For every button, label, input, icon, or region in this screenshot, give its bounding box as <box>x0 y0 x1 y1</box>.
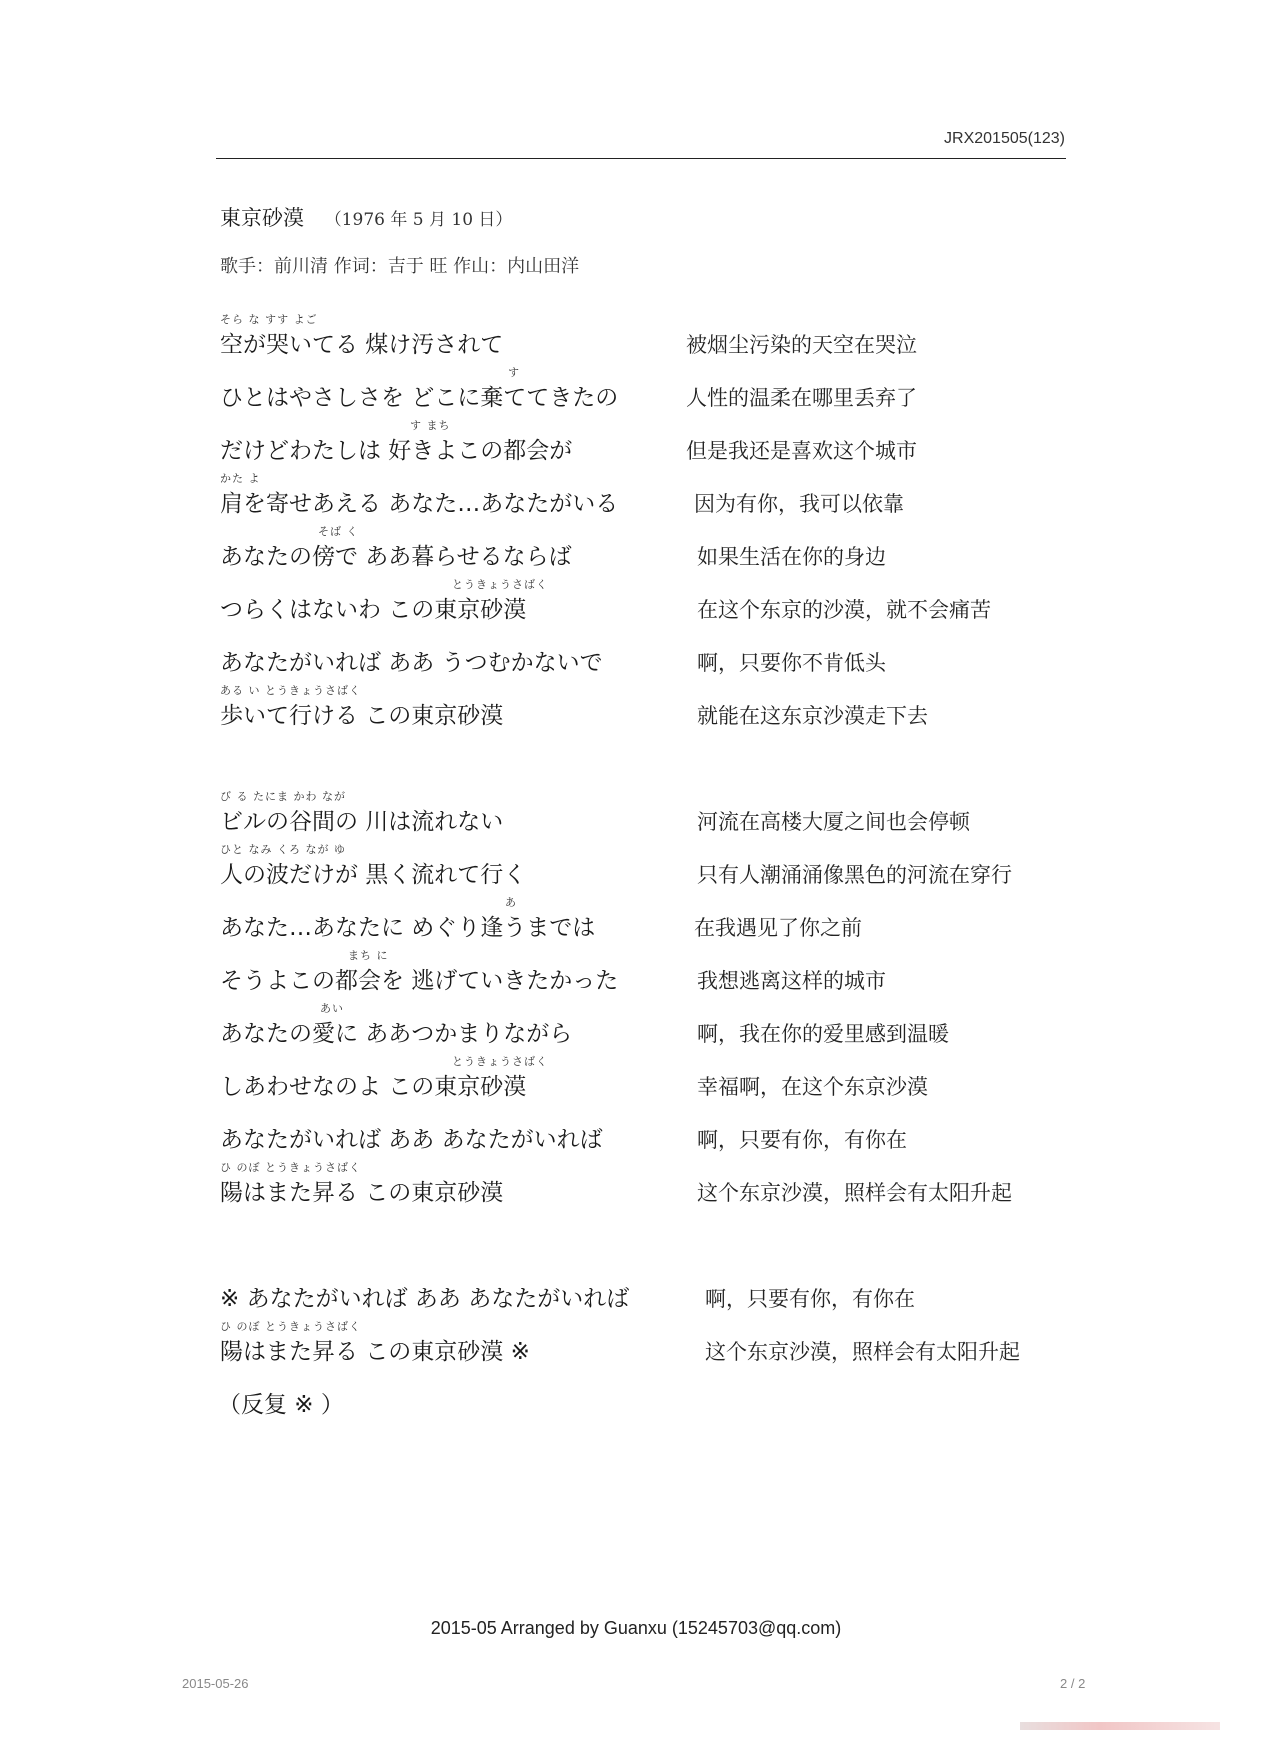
lyric-row <box>0 629 1272 681</box>
lyric-chinese: 在这个东京的沙漠，就不会痛苦 <box>697 598 991 622</box>
furigana: ひ のぼ とうきょうさばく <box>220 1161 361 1174</box>
lyric-japanese: ビルの谷間の 川は流れない <box>220 809 504 835</box>
lyric-row <box>0 894 1272 946</box>
lyric-chinese: 被烟尘污染的天空在哭泣 <box>686 333 917 357</box>
lyric-row <box>0 1265 1272 1317</box>
lyric-chinese: 啊，只要有你，有你在 <box>697 1128 907 1152</box>
furigana: とうきょうさばく <box>452 578 548 591</box>
lyric-japanese: 空が哭いてる 煤け汚されて <box>220 332 504 358</box>
lyric-chinese: 我想逃离这样的城市 <box>697 969 886 993</box>
document-code: JRX201505(123) <box>944 130 1065 147</box>
lyric-row <box>0 841 1272 893</box>
song-title: 東京砂漠 <box>220 206 304 230</box>
lyric-japanese: 陽はまた昇る この東京砂漠 <box>220 1180 504 1206</box>
lyric-japanese: あなたの愛に ああつかまりながら <box>220 1021 573 1047</box>
furigana: そら な すす よご <box>220 313 318 326</box>
furigana: ある い とうきょうさばく <box>220 684 361 697</box>
watermark-strip <box>1020 1722 1220 1730</box>
lyric-chinese: 在我遇见了你之前 <box>694 916 862 940</box>
furigana: かた よ <box>220 472 261 485</box>
lyric-row <box>0 788 1272 840</box>
furigana: あ <box>505 896 517 909</box>
lyric-chinese: 这个东京沙漠，照样会有太阳升起 <box>705 1340 1020 1364</box>
lyric-chinese: 如果生活在你的身边 <box>697 545 886 569</box>
lyric-chinese: 因为有你，我可以依靠 <box>694 492 904 516</box>
song-title-line <box>220 202 512 232</box>
lyric-row <box>0 1000 1272 1052</box>
lyric-chinese: 只有人潮涌涌像黑色的河流在穿行 <box>697 863 1012 887</box>
footer-date: 2015-05-26 <box>182 1676 249 1691</box>
lyric-chinese: 但是我还是喜欢这个城市 <box>686 439 917 463</box>
footer-page-number: 2 / 2 <box>1060 1676 1086 1691</box>
lyric-row <box>0 1318 1272 1370</box>
lyric-japanese: そうよこの都会を 逃げていきたかった <box>220 968 619 994</box>
furigana: ひ のぼ とうきょうさばく <box>220 1320 361 1333</box>
lyric-japanese: 歩いて行ける この東京砂漠 <box>220 703 504 729</box>
furigana: ひと なみ くろ なが ゆ <box>220 843 346 856</box>
furigana: び る たにま かわ なが <box>220 790 346 803</box>
lyric-row <box>0 311 1272 363</box>
lyric-row <box>0 417 1272 469</box>
footer-credit: 2015-05 Arranged by Guanxu (15245703@qq.com) <box>430 1618 842 1638</box>
lyric-chinese: 啊，我在你的爱里感到温暖 <box>697 1022 949 1046</box>
lyric-japanese: あなたの傍で ああ暮らせるならば <box>220 544 572 570</box>
lyric-chinese: 河流在高楼大厦之间也会停顿 <box>697 810 970 834</box>
lyric-japanese: あなたがいれば ああ うつむかないで <box>220 650 603 676</box>
lyric-japanese: しあわせなのよ この東京砂漠 <box>220 1074 527 1100</box>
lyric-row <box>0 470 1272 522</box>
lyric-chinese: 幸福啊，在这个东京沙漠 <box>697 1075 928 1099</box>
lyric-japanese: だけどわたしは 好きよこの都会が <box>220 438 573 464</box>
header-divider <box>216 158 1066 159</box>
lyric-chinese: 啊，只要你不肯低头 <box>697 651 886 675</box>
lyric-japanese: つらくはないわ この東京砂漠 <box>220 597 527 623</box>
lyric-row <box>0 1106 1272 1158</box>
furigana: そば く <box>318 525 359 538</box>
lyric-japanese: あなた…あなたに めぐり逢うまでは <box>220 915 596 941</box>
song-date: （1976 年 5 月 10 日） <box>324 210 513 230</box>
lyric-row <box>0 1159 1272 1211</box>
furigana: まち に <box>348 949 389 962</box>
lyric-row <box>0 364 1272 416</box>
lyric-chinese: 这个东京沙漠，照样会有太阳升起 <box>697 1181 1012 1205</box>
lyric-row <box>0 1053 1272 1105</box>
lyric-chinese: 啊，只要有你，有你在 <box>705 1287 915 1311</box>
lyric-chinese: 就能在这东京沙漠走下去 <box>697 704 928 728</box>
lyric-japanese: ※ あなたがいれば ああ あなたがいれば <box>220 1286 630 1312</box>
lyric-row <box>0 523 1272 575</box>
furigana: あい <box>320 1002 344 1015</box>
lyric-chinese: 人性的温柔在哪里丢弃了 <box>686 386 917 410</box>
lyric-japanese: 人の波だけが 黒く流れて行く <box>220 862 527 888</box>
lyric-japanese: 陽はまた昇る この東京砂漠 ※ <box>220 1339 530 1365</box>
lyric-row <box>0 576 1272 628</box>
lyric-japanese: 肩を寄せあえる あなた…あなたがいる <box>220 491 619 517</box>
furigana: す <box>508 366 520 379</box>
furigana: す まち <box>410 419 451 432</box>
repeat-note: （反复 ※ ） <box>218 1392 344 1418</box>
lyric-japanese: ひとはやさしさを どこに棄ててきたの <box>220 385 619 411</box>
lyric-japanese: あなたがいれば ああ あなたがいれば <box>220 1127 603 1153</box>
lyric-row <box>0 947 1272 999</box>
song-credits: 歌手：前川清 作词：吉于 旺 作山：内山田洋 <box>220 256 580 277</box>
lyric-row <box>0 682 1272 734</box>
furigana: とうきょうさばく <box>452 1055 548 1068</box>
